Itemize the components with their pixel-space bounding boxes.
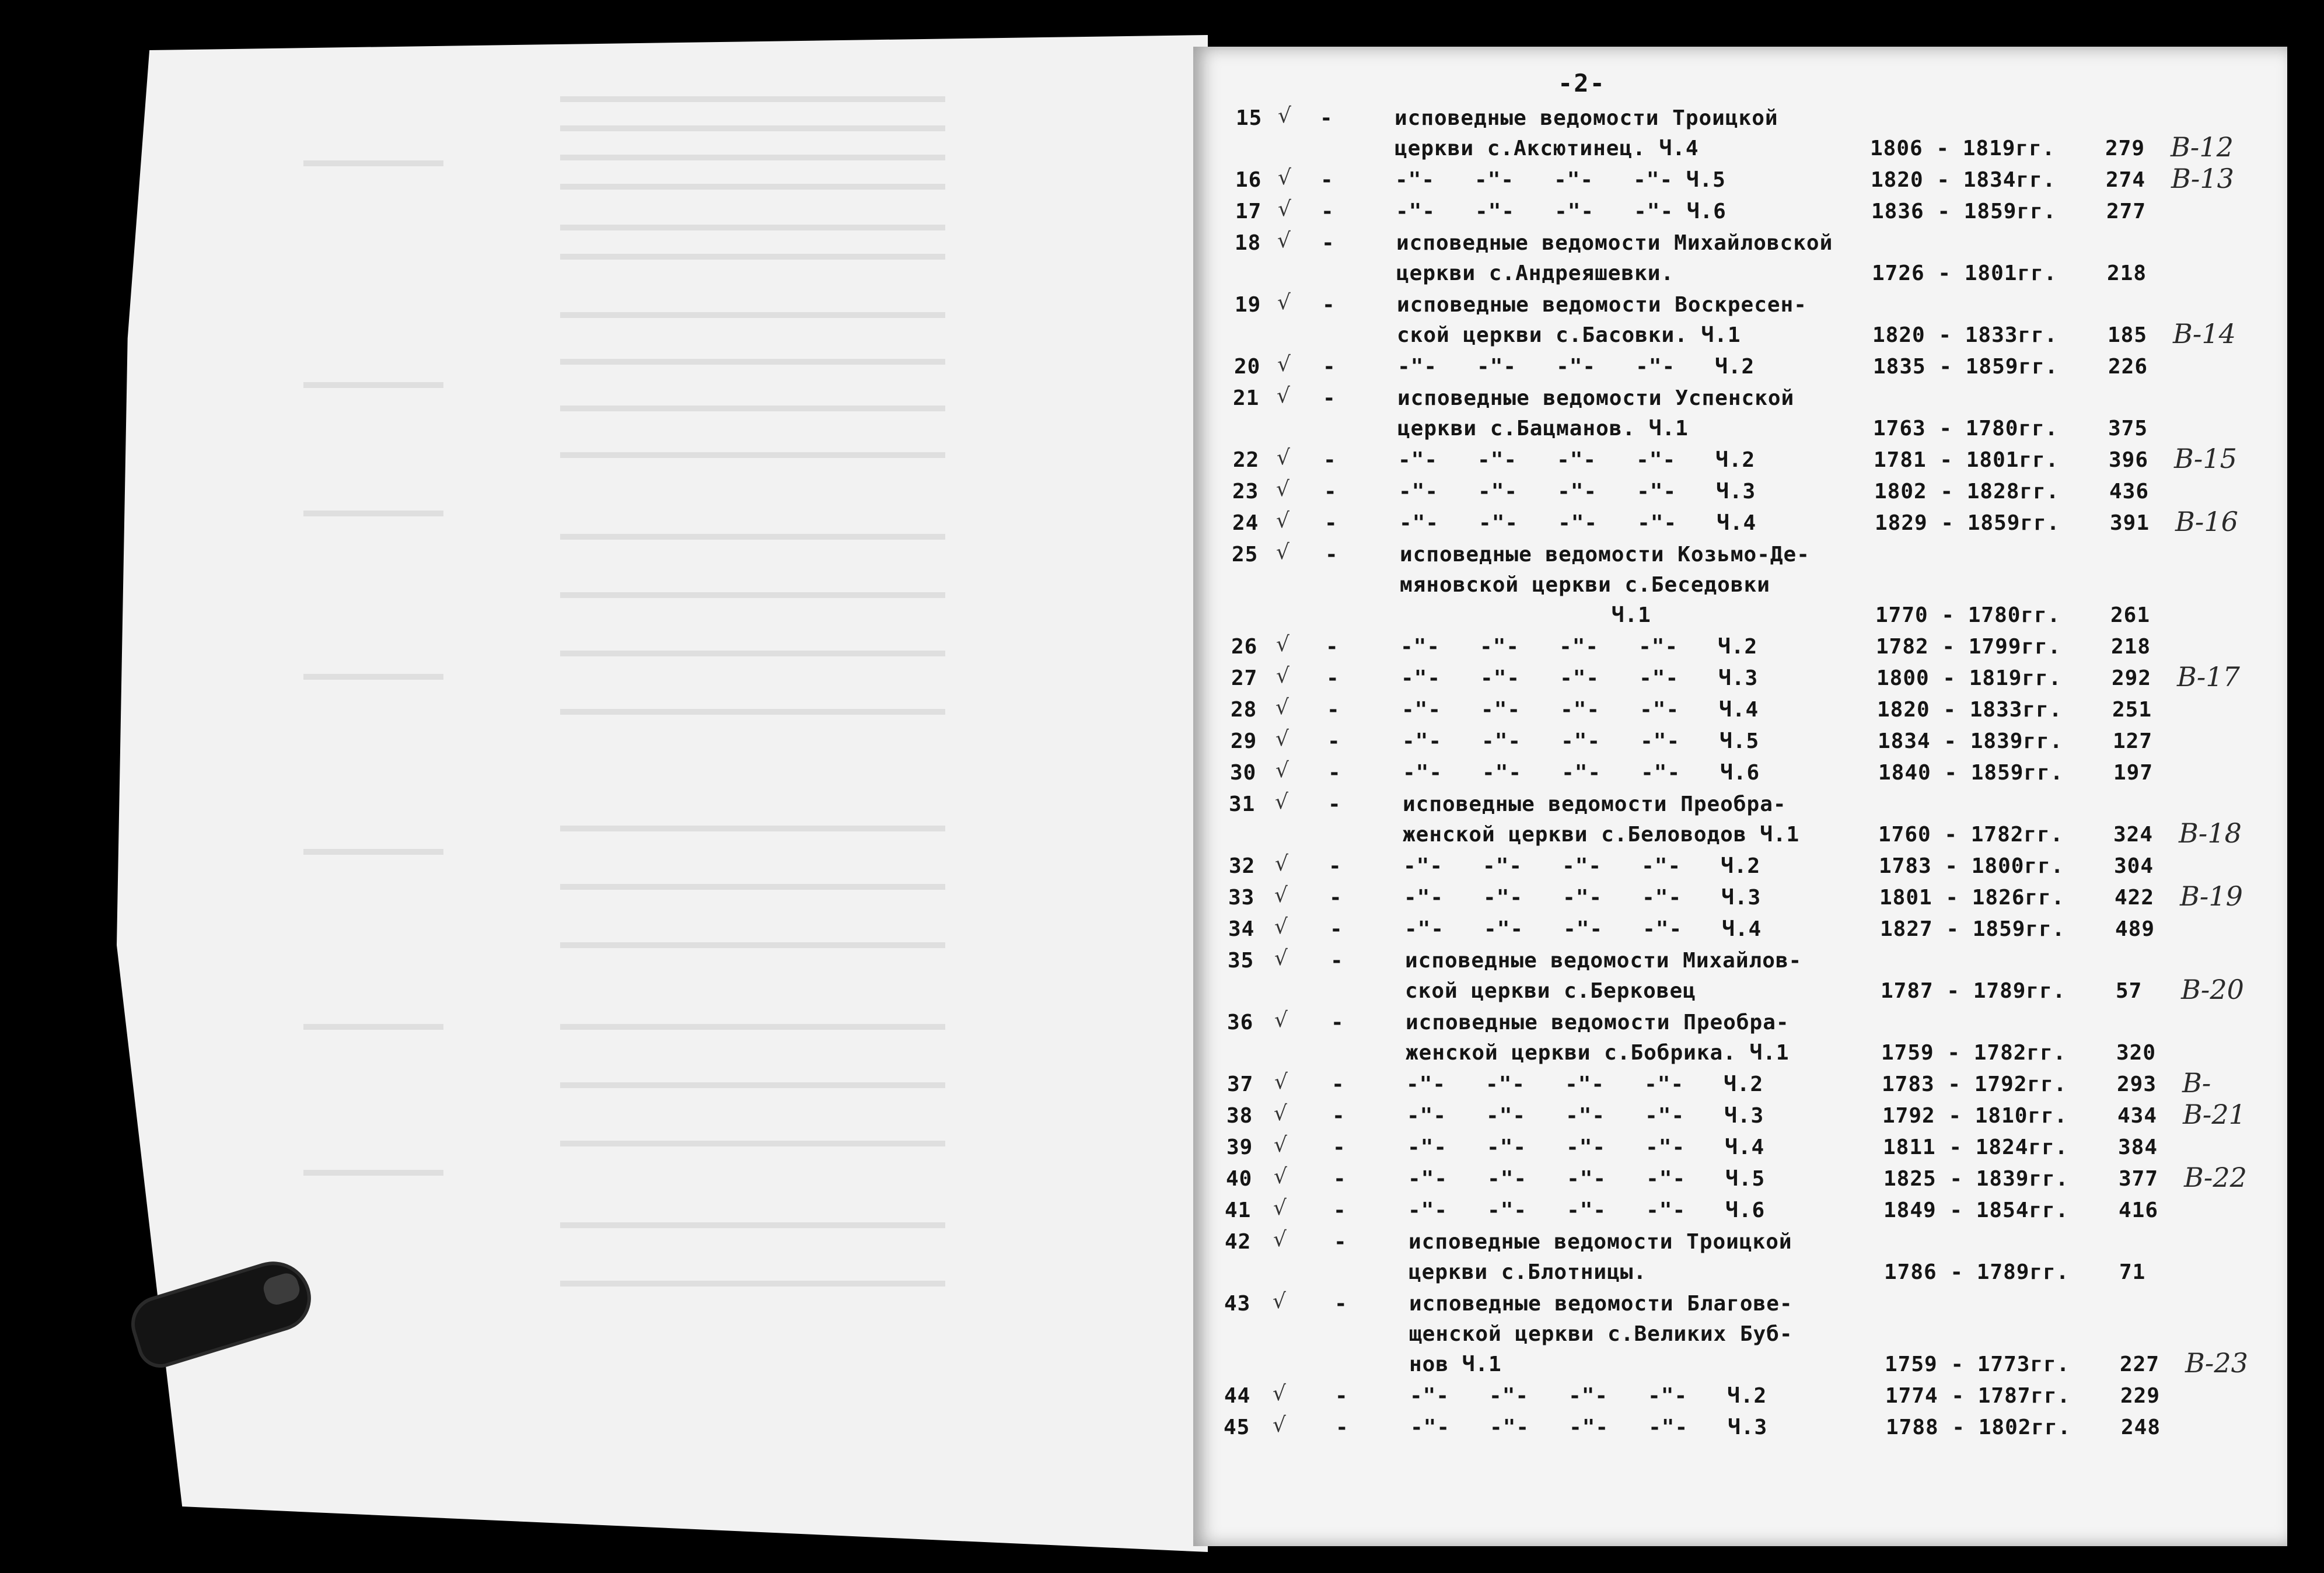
entry-years: 1840 - 1859гг. [1878, 761, 2064, 785]
entry-years: 1774 - 1787гг. [1885, 1384, 2071, 1408]
entry-count: 489 [2115, 917, 2155, 941]
entry-dash: - [1324, 511, 1338, 535]
entry-dash: - [1326, 666, 1340, 690]
entry-number: 28 [1231, 698, 1257, 722]
entry-years: 1806 - 1819гг. [1870, 137, 2056, 160]
entry-count: 324 [2113, 823, 2154, 847]
entry-years: 1811 - 1824гг. [1883, 1135, 2068, 1159]
check-mark: √ [1274, 883, 1288, 907]
entry-years: 1788 - 1802гг. [1886, 1415, 2071, 1439]
entry-number: 16 [1235, 168, 1262, 192]
entry-years: 1786 - 1789гг. [1884, 1260, 2070, 1284]
entry-years: 1759 - 1782гг. [1881, 1041, 2067, 1065]
entry-years: 1829 - 1859гг. [1875, 511, 2060, 535]
entry-description: исповедные ведомости Михайлов- [1405, 949, 1802, 973]
entry-number: 33 [1228, 886, 1255, 910]
entry-number: 36 [1227, 1011, 1254, 1034]
entry-years: 1834 - 1839гг. [1878, 729, 2063, 753]
entry-number: 29 [1231, 729, 1257, 753]
entry-years: 1759 - 1773гг. [1885, 1352, 2070, 1376]
entry-number: 43 [1224, 1292, 1251, 1316]
entry-dash: - [1320, 168, 1334, 192]
entry-number: 18 [1235, 231, 1261, 255]
handwritten-note: В-23 [2185, 1347, 2248, 1379]
check-mark: √ [1276, 509, 1290, 533]
entry-dash: - [1334, 1230, 1347, 1254]
entry-number: 15 [1236, 106, 1263, 130]
entry-dash: - [1323, 448, 1337, 472]
entry-dash: - [1332, 1104, 1346, 1128]
entry-description: церкви с.Блотницы. [1409, 1260, 1647, 1284]
entry-count: 391 [2110, 511, 2150, 535]
entry-years: 1783 - 1792гг. [1882, 1072, 2067, 1096]
entry-description: -"- -"- -"- -"- Ч.3 [1401, 666, 1759, 690]
entry-years: 1770 - 1780гг. [1875, 603, 2061, 627]
check-mark: √ [1274, 946, 1288, 970]
entry-description: исповедные ведомости Троицкой [1409, 1230, 1792, 1254]
entry-count: 434 [2117, 1104, 2158, 1128]
entry-number: 27 [1231, 666, 1258, 690]
entry-count: 218 [2111, 635, 2151, 659]
entry-count: 292 [2112, 666, 2152, 690]
entry-number: 23 [1232, 480, 1259, 504]
entry-number: 45 [1224, 1415, 1250, 1439]
entry-number: 30 [1230, 761, 1257, 785]
entry-description: женской церкви с.Бобрика. Ч.1 [1406, 1041, 1790, 1065]
entry-dash: - [1333, 1167, 1347, 1191]
entry-years: 1835 - 1859гг. [1873, 355, 2059, 379]
check-mark: √ [1276, 664, 1290, 688]
entry-dash: - [1335, 1384, 1348, 1408]
entry-description: исповедные ведомости Успенской [1397, 386, 1795, 410]
check-mark: √ [1275, 790, 1289, 814]
entry-number: 22 [1233, 448, 1260, 472]
entry-number: 32 [1229, 854, 1256, 878]
entry-description: -"- -"- -"- -"- Ч.3 [1410, 1415, 1768, 1439]
handwritten-note: В-13 [2171, 163, 2234, 194]
entry-number: 34 [1228, 917, 1255, 941]
entry-count: 436 [2109, 480, 2150, 504]
entry-number: 26 [1231, 635, 1258, 659]
entry-description: -"- -"- -"- -"- Ч.3 [1407, 1104, 1764, 1128]
entry-dash: - [1322, 231, 1335, 255]
entry-number: 37 [1227, 1072, 1254, 1096]
entry-years: 1849 - 1854гг. [1883, 1198, 2069, 1222]
handwritten-note: В-16 [2175, 506, 2238, 537]
entry-description: -"- -"- -"- -"- Ч.4 [1399, 511, 1757, 535]
entry-dash: - [1330, 949, 1344, 973]
entry-description: исповедные ведомости Преобра- [1406, 1011, 1790, 1034]
entry-description: -"- -"- -"- -"- Ч.2 [1406, 1072, 1764, 1096]
entry-dash: - [1328, 792, 1341, 816]
entry-count: 416 [2119, 1198, 2159, 1222]
entry-count: 384 [2118, 1135, 2158, 1159]
entry-years: 1783 - 1800гг. [1879, 854, 2064, 878]
entry-description: ской церкви с.Басовки. Ч.1 [1397, 323, 1741, 347]
entry-dash: - [1329, 854, 1342, 878]
entry-count: 185 [2108, 323, 2148, 347]
entry-dash: - [1322, 293, 1336, 317]
entry-description: -"- -"- -"- -"- Ч.3 [1404, 886, 1762, 910]
check-mark: √ [1274, 1165, 1288, 1189]
check-mark: √ [1276, 540, 1290, 564]
entry-years: 1801 - 1826гг. [1879, 886, 2065, 910]
entry-count: 71 [2119, 1260, 2146, 1284]
entry-count: 197 [2113, 761, 2154, 785]
entry-count: 226 [2108, 355, 2148, 379]
check-mark: √ [1274, 1102, 1288, 1125]
check-mark: √ [1277, 384, 1291, 408]
entry-description: церкви с.Бацманов. Ч.1 [1397, 417, 1689, 441]
entry-dash: - [1333, 1198, 1347, 1222]
handwritten-note: В-21 [2183, 1099, 2246, 1130]
handwritten-note: В-19 [2180, 880, 2243, 912]
entry-description: -"- -"- -"- -"- Ч.4 [1407, 1135, 1765, 1159]
entry-count: 277 [2106, 200, 2147, 223]
entry-description: -"- -"- -"- -"- Ч.3 [1399, 480, 1756, 504]
entry-number: 42 [1225, 1230, 1252, 1254]
check-mark: √ [1278, 104, 1292, 128]
entry-number: 17 [1235, 200, 1262, 223]
entry-count: 274 [2106, 168, 2146, 192]
entry-count: 279 [2105, 137, 2145, 160]
entry-years: 1787 - 1789гг. [1881, 979, 2066, 1003]
check-mark: √ [1278, 166, 1292, 190]
entry-description: исповедные ведомости Преобра- [1403, 792, 1787, 816]
entry-count: 377 [2119, 1167, 2159, 1191]
check-mark: √ [1273, 1196, 1287, 1220]
handwritten-note: В-15 [2174, 443, 2237, 474]
entry-description: женской церкви с.Беловодов Ч.1 [1403, 823, 1800, 847]
handwritten-note: В- [2182, 1067, 2211, 1099]
entry-description: -"- -"- -"- -"- Ч.6 [1408, 1198, 1766, 1222]
handwritten-note: В-12 [2171, 131, 2234, 163]
handwritten-note: В-18 [2179, 817, 2242, 849]
pen-tip [261, 1271, 302, 1308]
check-mark: √ [1274, 1008, 1288, 1032]
entry-count: 218 [2107, 261, 2147, 285]
entry-years: 1792 - 1810гг. [1882, 1104, 2068, 1128]
entry-count: 422 [2115, 886, 2155, 910]
check-mark: √ [1274, 1070, 1288, 1094]
entry-dash: - [1324, 480, 1337, 504]
entry-count: 293 [2117, 1072, 2157, 1096]
entry-description: исповедные ведомости Козьмо-Де- [1400, 543, 1810, 567]
check-mark: √ [1273, 1228, 1287, 1252]
entry-number: 38 [1226, 1104, 1253, 1128]
entry-description: -"- -"- -"- -"- Ч.2 [1397, 355, 1755, 379]
entry-description: -"- -"- -"- -"- Ч.2 [1403, 854, 1761, 878]
handwritten-note: В-22 [2184, 1162, 2247, 1193]
entry-description: -"- -"- -"- -"- Ч.4 [1404, 917, 1762, 941]
entry-dash: - [1326, 635, 1339, 659]
entry-count: 127 [2113, 729, 2153, 753]
entry-count: 320 [2116, 1041, 2157, 1065]
check-mark: √ [1275, 727, 1289, 751]
entry-dash: - [1327, 729, 1341, 753]
entry-description: исповедные ведомости Благове- [1409, 1292, 1793, 1316]
entry-years: 1836 - 1859гг. [1871, 200, 2057, 223]
entry-dash: - [1323, 355, 1336, 379]
entry-dash: - [1331, 1011, 1344, 1034]
check-mark: √ [1277, 352, 1291, 376]
entry-years: 1760 - 1782гг. [1878, 823, 2064, 847]
entry-count: 261 [2110, 603, 2151, 627]
entry-count: 57 [2116, 979, 2143, 1003]
check-mark: √ [1277, 229, 1291, 253]
check-mark: √ [1276, 632, 1290, 656]
check-mark: √ [1277, 446, 1291, 470]
entry-years: 1827 - 1859гг. [1880, 917, 2066, 941]
entry-dash: - [1328, 761, 1341, 785]
check-mark: √ [1273, 1413, 1287, 1437]
entry-dash: - [1329, 886, 1343, 910]
entry-description: -"- -"- -"- -"- Ч.6 [1403, 761, 1760, 785]
entry-description: -"- -"- -"- -"- Ч.5 [1402, 729, 1760, 753]
entry-number: 24 [1232, 511, 1259, 535]
entry-description: Ч.1 [1400, 603, 1651, 627]
check-mark: √ [1276, 477, 1290, 501]
check-mark: √ [1273, 1382, 1287, 1406]
entry-description: -"- -"- -"- -"- Ч.2 [1398, 448, 1756, 472]
entry-description: -"- -"- -"- -"- Ч.6 [1396, 200, 1727, 223]
entry-years: 1825 - 1839гг. [1883, 1167, 2069, 1191]
entry-description: -"- -"- -"- -"- Ч.5 [1395, 168, 1726, 192]
entry-description: исповедные ведомости Михайловской [1396, 231, 1833, 255]
entry-number: 44 [1224, 1384, 1251, 1408]
entry-description: исповедные ведомости Троицкой [1395, 106, 1778, 130]
entry-description: -"- -"- -"- -"- Ч.2 [1400, 635, 1758, 659]
check-mark: √ [1273, 1289, 1287, 1313]
entry-dash: - [1327, 698, 1340, 722]
entry-number: 31 [1229, 792, 1256, 816]
entry-years: 1802 - 1828гг. [1874, 480, 2060, 504]
entry-dash: - [1325, 543, 1339, 567]
entry-years: 1820 - 1833гг. [1877, 698, 2063, 722]
entry-dash: - [1320, 106, 1333, 130]
entry-description: -"- -"- -"- -"- Ч.5 [1408, 1167, 1766, 1191]
entry-description: нов Ч.1 [1409, 1352, 1502, 1376]
entry-description: ской церкви с.Берковец [1405, 979, 1696, 1003]
entry-dash: - [1323, 386, 1336, 410]
entry-dash: - [1334, 1292, 1348, 1316]
entry-description: мяновской церкви с.Беседовки [1400, 573, 1770, 597]
check-mark: √ [1274, 915, 1288, 939]
entry-dash: - [1333, 1135, 1346, 1159]
entry-description: щенской церкви с.Великих Буб- [1409, 1322, 1793, 1346]
entry-number: 19 [1235, 293, 1261, 317]
entry-description: церкви с.Андреяшевки. [1396, 261, 1675, 285]
entry-number: 40 [1226, 1167, 1253, 1191]
entry-number: 21 [1233, 386, 1260, 410]
check-mark: √ [1274, 1133, 1288, 1157]
entry-description: исповедные ведомости Воскресен- [1397, 293, 1807, 317]
entry-count: 396 [2109, 448, 2149, 472]
entry-years: 1782 - 1799гг. [1876, 635, 2061, 659]
check-mark: √ [1275, 695, 1289, 719]
entry-number: 39 [1226, 1135, 1253, 1159]
entry-years: 1781 - 1801гг. [1874, 448, 2059, 472]
entry-dash: - [1321, 200, 1334, 223]
check-mark: √ [1277, 291, 1291, 314]
entry-count: 375 [2108, 417, 2148, 441]
handwritten-note: В-17 [2177, 661, 2240, 693]
entry-years: 1820 - 1833гг. [1872, 323, 2058, 347]
entry-dash: - [1332, 1072, 1345, 1096]
entry-number: 20 [1234, 355, 1261, 379]
entry-count: 304 [2114, 854, 2154, 878]
check-mark: √ [1275, 852, 1289, 876]
entry-dash: - [1330, 917, 1343, 941]
entry-number: 41 [1225, 1198, 1252, 1222]
page-number: -2- [1558, 69, 1606, 97]
entry-description: -"- -"- -"- -"- Ч.4 [1402, 698, 1759, 722]
entry-number: 25 [1232, 543, 1259, 567]
handwritten-note: В-20 [2181, 974, 2244, 1005]
entry-count: 251 [2112, 698, 2152, 722]
entry-years: 1820 - 1834гг. [1871, 168, 2056, 192]
check-mark: √ [1275, 758, 1289, 782]
entry-description: -"- -"- -"- -"- Ч.2 [1410, 1384, 1767, 1408]
entry-dash: - [1336, 1415, 1349, 1439]
entry-years: 1800 - 1819гг. [1876, 666, 2062, 690]
entry-years: 1763 - 1780гг. [1873, 417, 2059, 441]
handwritten-note: В-14 [2173, 318, 2236, 349]
entry-number: 35 [1228, 949, 1254, 973]
entry-years: 1726 - 1801гг. [1872, 261, 2057, 285]
entry-description: церкви с.Аксютинец. Ч.4 [1395, 137, 1699, 160]
check-mark: √ [1278, 197, 1292, 221]
entry-count: 248 [2121, 1415, 2161, 1439]
entry-count: 229 [2120, 1384, 2161, 1408]
entry-count: 227 [2120, 1352, 2160, 1376]
